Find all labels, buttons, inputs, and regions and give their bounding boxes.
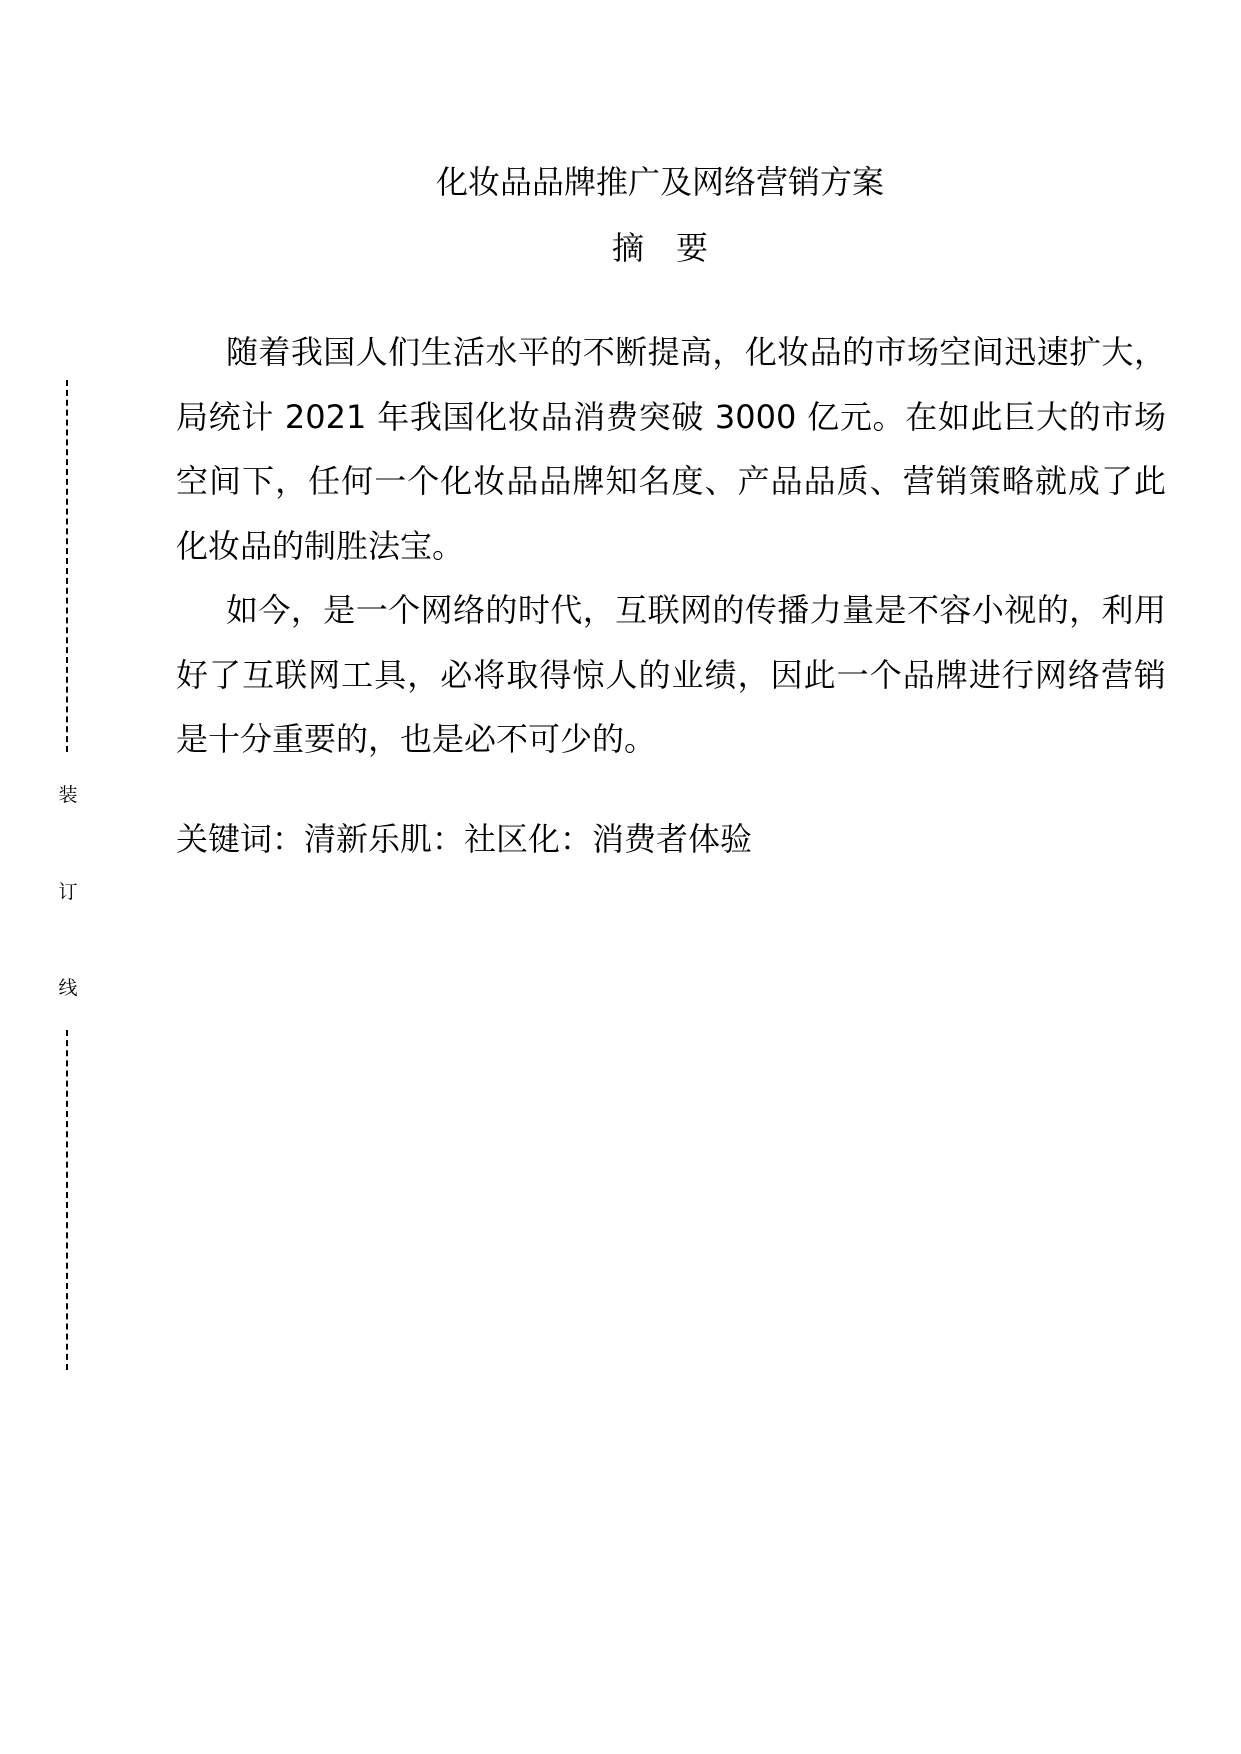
binding-label-char: 线 <box>58 977 78 999</box>
binding-dashed-line-bottom <box>66 1030 68 1370</box>
keywords-line: 关键词：清新乐肌：社区化：消费者体验 <box>176 820 753 858</box>
abstract-paragraph: 如今，是一个网络的时代，互联网的传播力量是不容小视的，利用好了互联网工具，必将取得惊人的业绩，因此一个品牌进行网络营销是十分重要的，也是必不可少的。 <box>176 591 1166 758</box>
binding-dashed-line-top <box>66 380 68 752</box>
binding-label-char: 装 <box>58 784 78 806</box>
document-title: 化妆品品牌推广及网络营销方案 <box>435 163 884 201</box>
abstract-body <box>176 320 1166 772</box>
binding-label-char: 订 <box>58 881 78 903</box>
abstract-paragraph: 随着我国人们生活水平的不断提高，化妆品的市场空间迅速扩大，局统计 2021 年我国化妆品消费突破 3000 亿元。在如此巨大的市场空间下，任何一个化妆品品牌知名度、产品品质、营销策略就成了此化妆品的制胜法宝。 <box>176 333 1166 565</box>
abstract-heading: 摘要 <box>611 229 740 267</box>
